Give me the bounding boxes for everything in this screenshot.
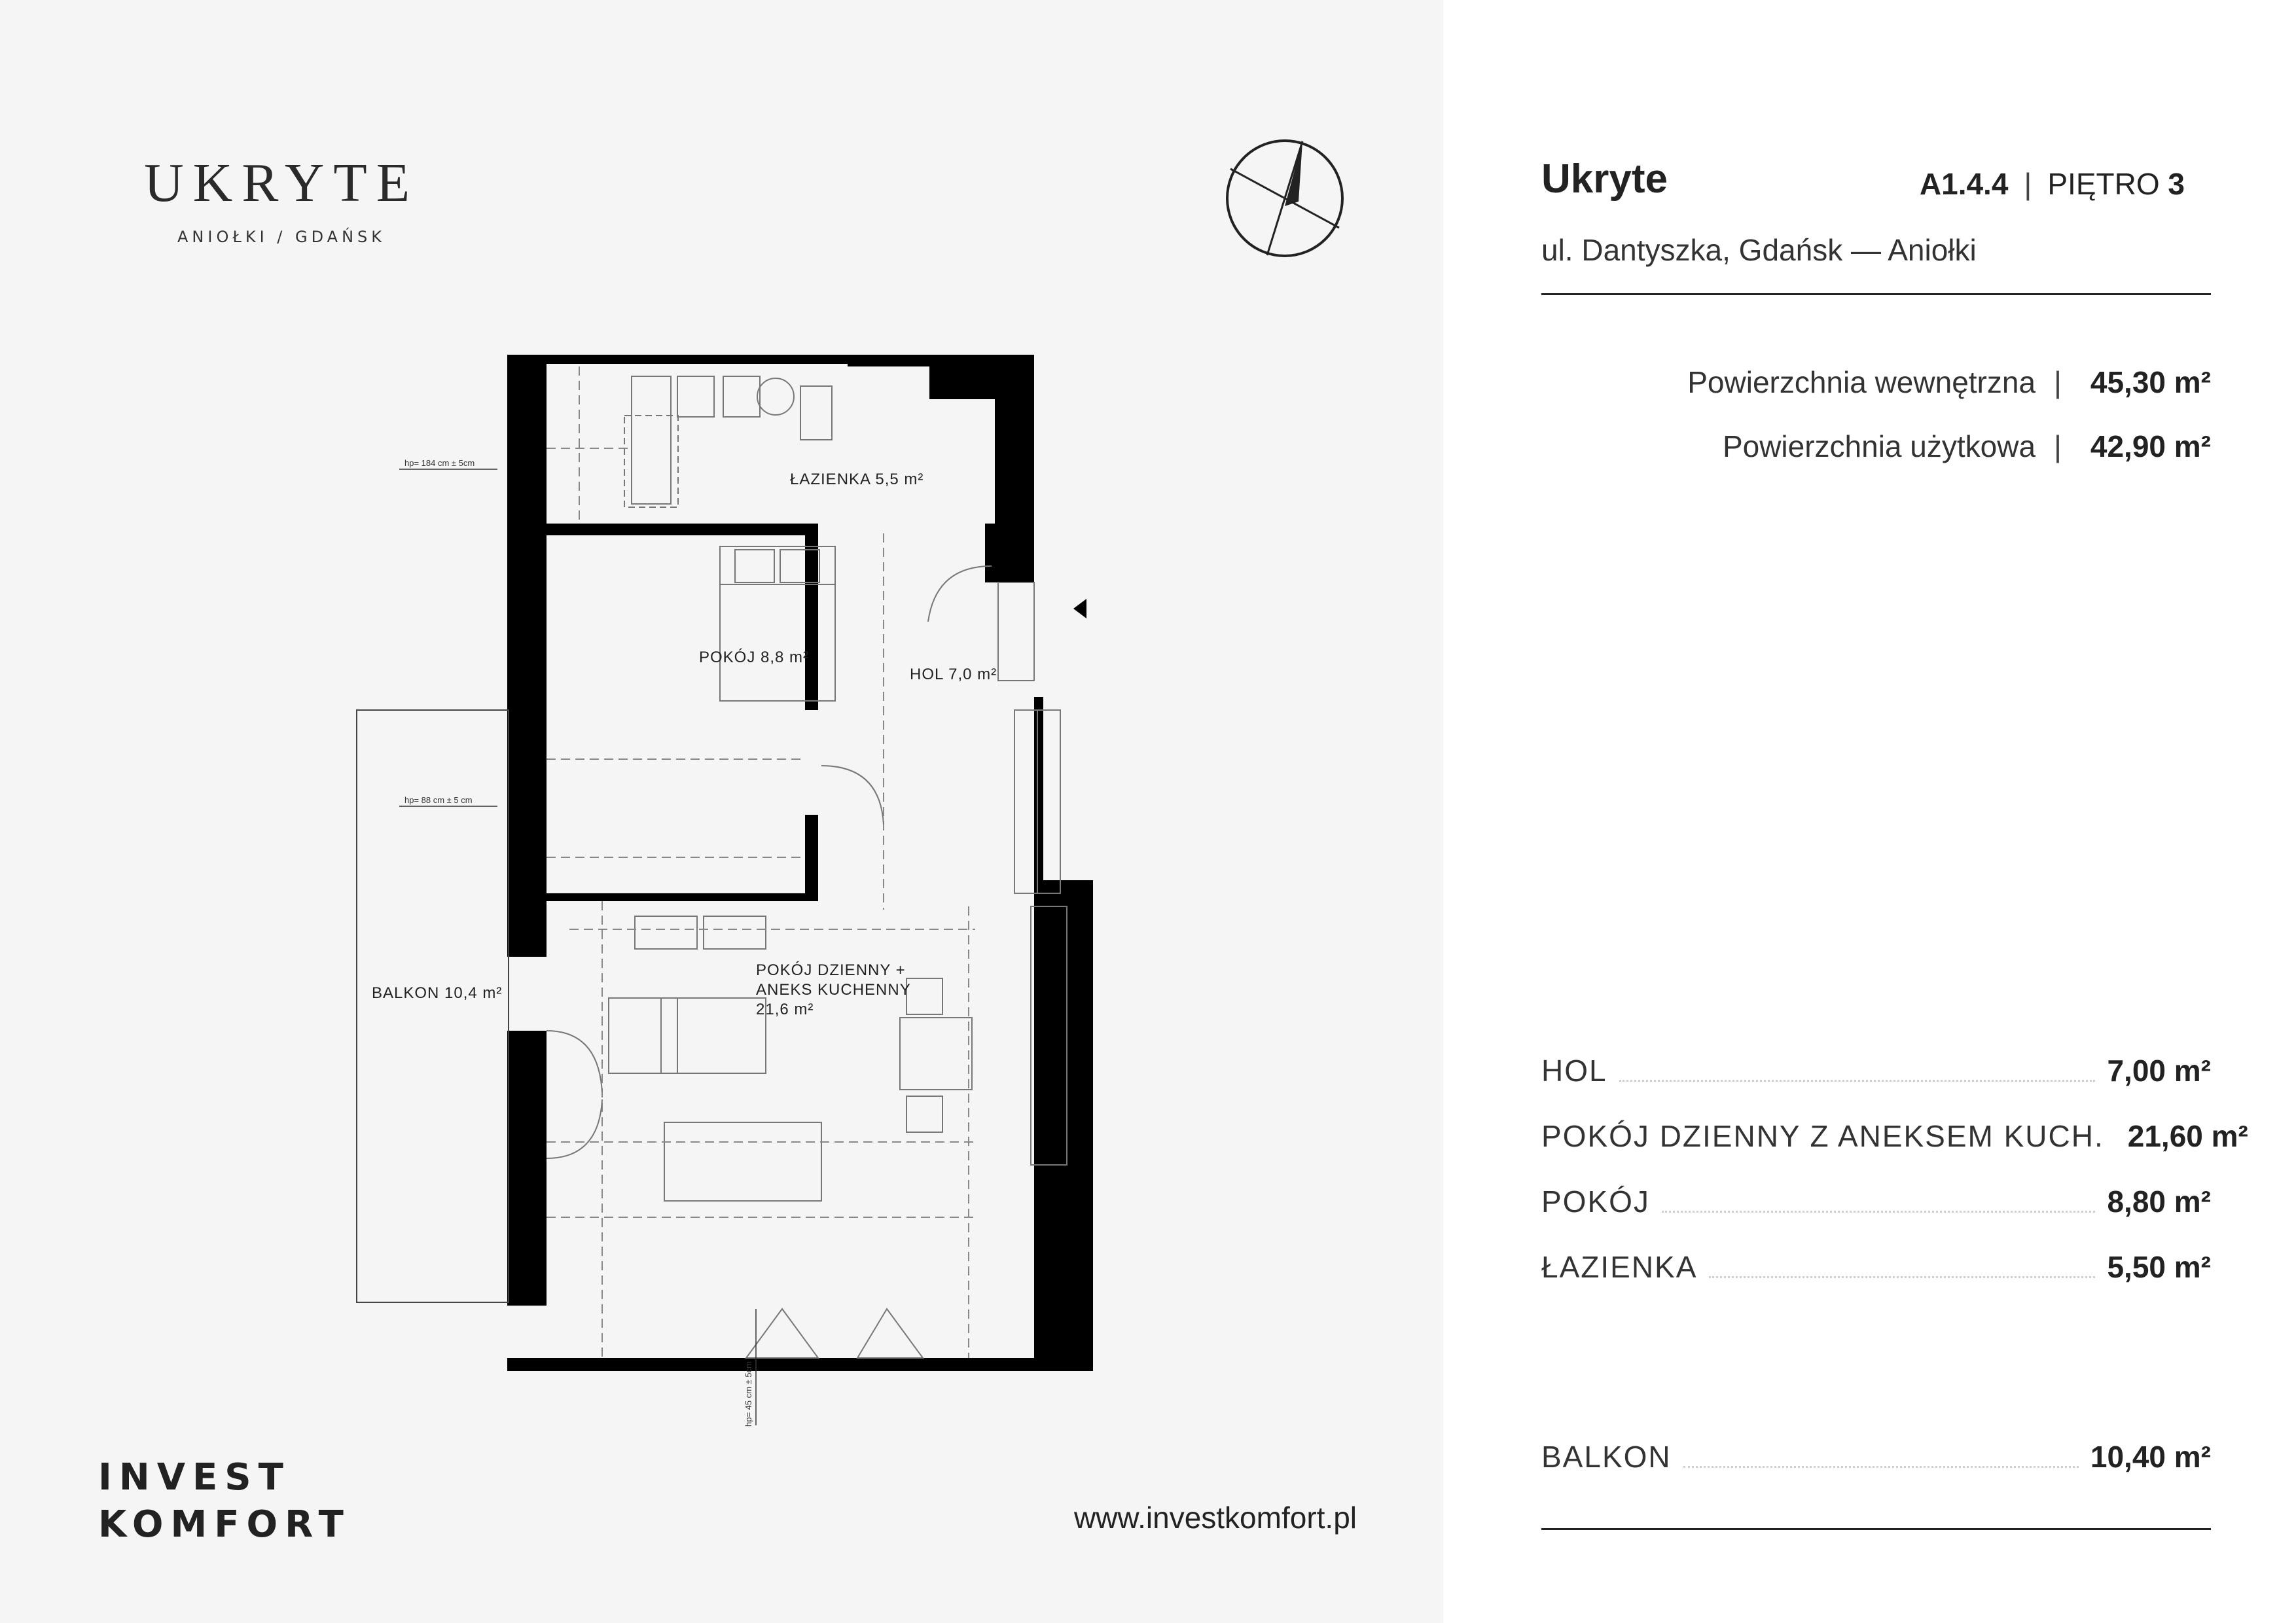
room-row-hol (1541, 1049, 2211, 1088)
area-row-usable (1723, 429, 2211, 464)
area-label: Powierzchnia użytkowa (1722, 429, 2036, 463)
room-row-pokoj (1541, 1180, 2211, 1219)
developer-line-2: KOMFORT (98, 1503, 351, 1546)
unit-separator: | (2024, 167, 2032, 201)
bathtub-outline (632, 376, 671, 504)
area-separator: | (2054, 429, 2062, 463)
area-label: Powierzchnia wewnętrzna (1687, 365, 2036, 399)
room-label-hol: HOL 7,0 m² (910, 666, 997, 683)
developer-line-1: INVEST (98, 1456, 291, 1499)
sill-height-mid: hp= 88 cm ± 5 cm (404, 795, 473, 805)
floor-plan (353, 340, 1126, 1427)
logo-wordmark: UKRYTE (144, 152, 419, 213)
room-area: 10,40 m² (2090, 1440, 2211, 1474)
room-label-dzienny-3: 21,6 m² (756, 1001, 814, 1018)
room-area: 8,80 m² (2107, 1185, 2211, 1219)
wall-northeast (848, 355, 1034, 582)
dotted-leader (1683, 1466, 2079, 1468)
header-divider (1541, 293, 2211, 295)
logo-subtitle: ANIOŁKI / GDAŃSK (177, 228, 386, 246)
area-separator: | (2054, 365, 2062, 399)
room-label-dzienny-1: POKÓJ DZIENNY + (756, 961, 906, 979)
project-title: Ukryte (1541, 156, 1668, 202)
dotted-leader (1662, 1211, 2096, 1213)
wall-east-lower (1034, 880, 1093, 1371)
wall-west-lower (507, 1031, 547, 1306)
room-label-lazienka: ŁAZIENKA 5,5 m² (790, 471, 924, 488)
wall-west-upper (507, 355, 547, 957)
room-area: 21,60 m² (2127, 1119, 2248, 1153)
unit-info (1920, 166, 2185, 202)
unit-code: A1.4.4 (1919, 167, 2009, 201)
sofa-outline (664, 1122, 821, 1201)
room-name: HOL (1541, 1054, 1607, 1088)
sill-height-bottom: hp= 45 cm ± 5cm (744, 1361, 753, 1427)
armchair-outline (609, 998, 677, 1073)
developer-logo (98, 1454, 351, 1548)
dining-table-outline (900, 1018, 972, 1090)
floor-number: 3 (2168, 167, 2185, 201)
room-name: POKÓJ (1541, 1185, 1650, 1219)
room-label-dzienny-2: ANEKS KUCHENNY (756, 981, 911, 999)
entrance-marker (1073, 599, 1086, 618)
floor-label: PIĘTRO (2047, 167, 2160, 201)
room-label-balkon: BALKON 10,4 m² (372, 984, 503, 1002)
room-name: ŁAZIENKA (1541, 1250, 1698, 1284)
area-value: 42,90 m² (2090, 429, 2211, 463)
room-name: BALKON (1541, 1440, 1672, 1474)
project-logo (98, 152, 465, 246)
room-row-living (1541, 1115, 2248, 1154)
room-label-pokoj: POKÓJ 8,8 m² (699, 649, 810, 666)
area-value: 45,30 m² (2090, 365, 2211, 399)
room-row-balkon (1541, 1435, 2211, 1474)
dotted-leader (1619, 1080, 2096, 1082)
north-arrow-icon (1224, 137, 1346, 259)
wall-south (507, 1358, 1093, 1371)
door-swing-hol (821, 766, 884, 825)
sill-height-top: hp= 184 cm ± 5cm (404, 458, 475, 468)
room-area: 5,50 m² (2107, 1250, 2211, 1284)
room-area: 7,00 m² (2107, 1054, 2211, 1088)
address: ul. Dantyszka, Gdańsk — Aniołki (1541, 233, 1977, 267)
room-name: POKÓJ DZIENNY Z ANEKSEM KUCH. (1541, 1119, 2104, 1153)
footer-divider (1541, 1528, 2211, 1530)
dotted-leader (1709, 1276, 2095, 1278)
website-link[interactable]: www.investkomfort.pl (1073, 1501, 1357, 1535)
room-row-lazienka (1541, 1245, 2211, 1285)
area-row-internal (1687, 365, 2211, 400)
